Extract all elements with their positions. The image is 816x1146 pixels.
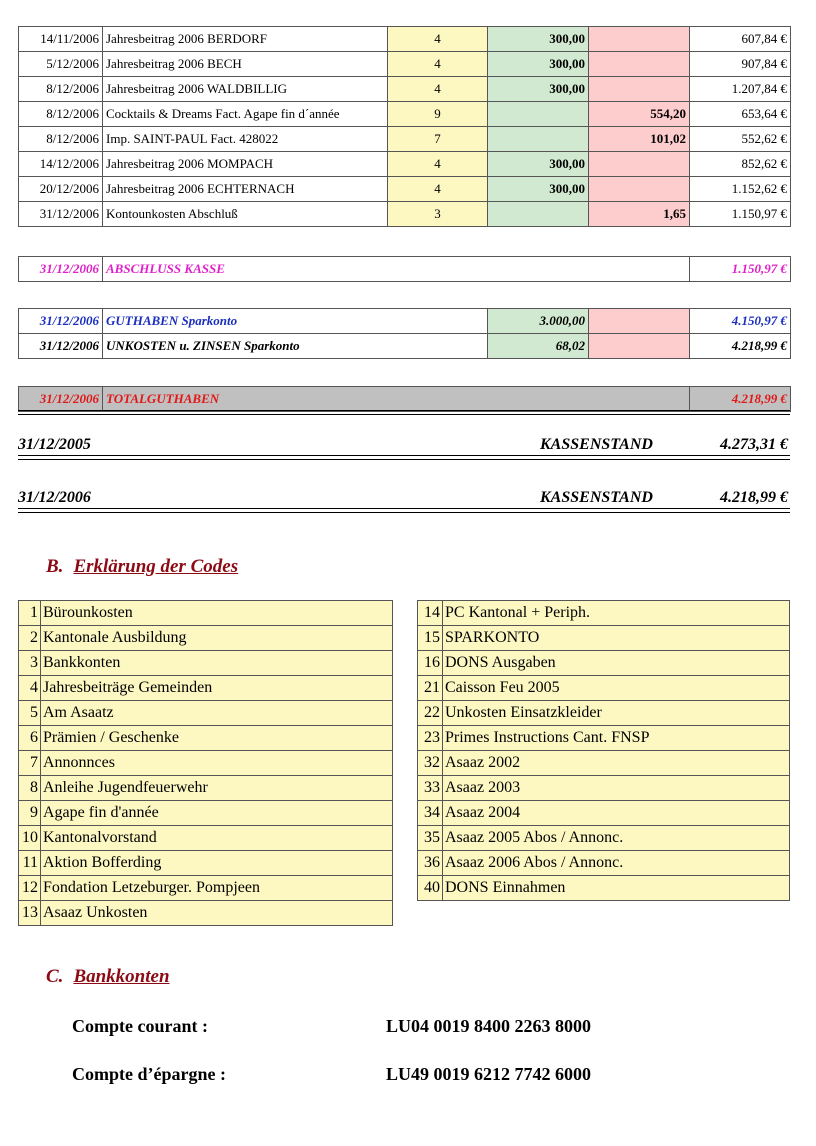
ledger-row (19, 77, 791, 102)
ledger-expense (589, 27, 690, 52)
ledger-income: 300,00 (488, 152, 589, 177)
kassenstand-value: 4.273,31 € (720, 436, 788, 453)
code-label: DONS Ausgaben (443, 651, 790, 676)
ledger-income: 300,00 (488, 77, 589, 102)
code-row (418, 601, 790, 626)
code-label: Unkosten Einsatzkleider (443, 701, 790, 726)
code-label: Jahresbeiträge Gemeinden (41, 676, 393, 701)
code-row (19, 901, 393, 926)
code-label: Asaaz Unkosten (41, 901, 393, 926)
ledger-row (19, 177, 791, 202)
code-label: Asaaz 2002 (443, 751, 790, 776)
code-label: Asaaz 2003 (443, 776, 790, 801)
ledger-balance: 907,84 € (690, 52, 791, 77)
code-row (19, 601, 393, 626)
code-label: Asaaz 2006 Abos / Annonc. (443, 851, 790, 876)
ledger-description: Jahresbeitrag 2006 BERDORF (103, 27, 388, 52)
total-balance: 4.218,99 € (690, 387, 791, 412)
ledger-row (19, 27, 791, 52)
unkosten-date: 31/12/2006 (19, 334, 103, 359)
ledger-code: 7 (388, 127, 488, 152)
ledger-date: 5/12/2006 (19, 52, 103, 77)
guthaben-expense (589, 309, 690, 334)
code-number: 8 (19, 776, 41, 801)
ledger-body (19, 27, 791, 227)
ledger-income: 300,00 (488, 27, 589, 52)
total-date: 31/12/2006 (19, 387, 103, 412)
code-row (418, 801, 790, 826)
code-label: Agape fin d'année (41, 801, 393, 826)
code-label: DONS Einnahmen (443, 876, 790, 901)
ledger-date: 8/12/2006 (19, 102, 103, 127)
unkosten-expense (589, 334, 690, 359)
ledger-row (19, 202, 791, 227)
unkosten-balance: 4.218,99 € (690, 334, 791, 359)
ledger-row (19, 52, 791, 77)
ledger-expense (589, 152, 690, 177)
ledger-expense: 101,02 (589, 127, 690, 152)
section-b-title: Erklärung der Codes (73, 556, 239, 577)
code-row (19, 826, 393, 851)
code-number: 10 (19, 826, 41, 851)
code-number: 1 (19, 601, 41, 626)
code-label: Kantonale Ausbildung (41, 626, 393, 651)
code-number: 3 (19, 651, 41, 676)
code-row (418, 676, 790, 701)
ledger-description: Jahresbeitrag 2006 WALDBILLIG (103, 77, 388, 102)
code-row (19, 801, 393, 826)
ledger-code: 4 (388, 77, 488, 102)
ledger-table (18, 26, 791, 227)
guthaben-row (19, 309, 791, 334)
kassenstand-2006-underline (18, 508, 790, 513)
ledger-date: 8/12/2006 (19, 127, 103, 152)
ledger-date: 31/12/2006 (19, 202, 103, 227)
kassenstand-label: KASSENSTAND (540, 436, 653, 453)
ledger-expense (589, 52, 690, 77)
section-c-letter: C. (46, 966, 64, 987)
ledger-balance: 552,62 € (690, 127, 791, 152)
ledger-income (488, 202, 589, 227)
guthaben-income: 3.000,00 (488, 309, 589, 334)
ledger-balance: 1.152,62 € (690, 177, 791, 202)
ledger-date: 8/12/2006 (19, 77, 103, 102)
code-row (418, 851, 790, 876)
ledger-code: 9 (388, 102, 488, 127)
guthaben-label: GUTHABEN Sparkonto (103, 309, 488, 334)
kassenstand-date: 31/12/2005 (18, 436, 91, 453)
code-label: Annonnces (41, 751, 393, 776)
code-number: 23 (418, 726, 443, 751)
ledger-code: 4 (388, 27, 488, 52)
ledger-expense (589, 177, 690, 202)
ledger-code: 4 (388, 152, 488, 177)
ledger-balance: 1.207,84 € (690, 77, 791, 102)
unkosten-row (19, 334, 791, 359)
ledger-code: 4 (388, 52, 488, 77)
guthaben-balance: 4.150,97 € (690, 309, 791, 334)
code-number: 12 (19, 876, 41, 901)
code-label: Kantonalvorstand (41, 826, 393, 851)
code-label: Fondation Letzeburger. Pompjeen (41, 876, 393, 901)
ledger-description: Jahresbeitrag 2006 BECH (103, 52, 388, 77)
ledger-description: Imp. SAINT-PAUL Fact. 428022 (103, 127, 388, 152)
ledger-balance: 852,62 € (690, 152, 791, 177)
ledger-description: Jahresbeitrag 2006 ECHTERNACH (103, 177, 388, 202)
code-number: 22 (418, 701, 443, 726)
total-label: TOTALGUTHABEN (103, 387, 690, 412)
abschluss-row (18, 256, 791, 282)
code-label: PC Kantonal + Periph. (443, 601, 790, 626)
ledger-income: 300,00 (488, 52, 589, 77)
code-row (19, 676, 393, 701)
abschluss-balance: 1.150,97 € (690, 257, 791, 282)
code-label: Asaaz 2004 (443, 801, 790, 826)
ledger-date: 14/11/2006 (19, 27, 103, 52)
ledger-income: 300,00 (488, 177, 589, 202)
total-row (18, 386, 791, 412)
code-number: 15 (418, 626, 443, 651)
ledger-code: 4 (388, 177, 488, 202)
code-number: 33 (418, 776, 443, 801)
code-label: Am Asaatz (41, 701, 393, 726)
code-row (418, 826, 790, 851)
code-label: Anleihe Jugendfeuerwehr (41, 776, 393, 801)
code-number: 21 (418, 676, 443, 701)
bank-iban-courant: LU04 0019 8400 2263 8000 (386, 1016, 592, 1036)
bank-iban-epargne: LU49 0019 6212 7742 6000 (386, 1064, 592, 1084)
code-label: Bürounkosten (41, 601, 393, 626)
ledger-row (19, 102, 791, 127)
code-row (19, 751, 393, 776)
ledger-row (19, 127, 791, 152)
section-b-letter: B. (46, 556, 64, 577)
ledger-balance: 1.150,97 € (690, 202, 791, 227)
bank-label-epargne: Compte d’épargne : (72, 1064, 226, 1084)
code-row (19, 651, 393, 676)
code-number: 16 (418, 651, 443, 676)
kassenstand-value: 4.218,99 € (720, 489, 788, 506)
code-number: 35 (418, 826, 443, 851)
ledger-expense (589, 77, 690, 102)
section-c-heading (46, 966, 170, 988)
codes-left-body (19, 601, 393, 926)
ledger-description: Jahresbeitrag 2006 MOMPACH (103, 152, 388, 177)
section-c-title: Bankkonten (73, 966, 170, 987)
code-number: 4 (19, 676, 41, 701)
ledger-row (19, 152, 791, 177)
code-label: Asaaz 2005 Abos / Annonc. (443, 826, 790, 851)
ledger-description: Kontounkosten Abschluß (103, 202, 388, 227)
code-row (418, 651, 790, 676)
kassenstand-date: 31/12/2006 (18, 489, 91, 506)
code-number: 40 (418, 876, 443, 901)
section-b-heading (46, 556, 238, 578)
code-number: 32 (418, 751, 443, 776)
code-number: 11 (19, 851, 41, 876)
code-number: 9 (19, 801, 41, 826)
code-row (19, 626, 393, 651)
ledger-date: 14/12/2006 (19, 152, 103, 177)
code-number: 6 (19, 726, 41, 751)
code-number: 14 (418, 601, 443, 626)
code-row (19, 876, 393, 901)
code-row (19, 726, 393, 751)
codes-table-left (18, 600, 393, 926)
abschluss-label: ABSCHLUSS KASSE (103, 257, 690, 282)
code-label: Prämien / Geschenke (41, 726, 393, 751)
code-number: 36 (418, 851, 443, 876)
ledger-balance: 653,64 € (690, 102, 791, 127)
guthaben-date: 31/12/2006 (19, 309, 103, 334)
sparkonto-table (18, 308, 791, 359)
code-row (418, 876, 790, 901)
ledger-income (488, 102, 589, 127)
unkosten-label: UNKOSTEN u. ZINSEN Sparkonto (103, 334, 488, 359)
ledger-date: 20/12/2006 (19, 177, 103, 202)
ledger-income (488, 127, 589, 152)
ledger-code: 3 (388, 202, 488, 227)
ledger-balance: 607,84 € (690, 27, 791, 52)
code-row (418, 701, 790, 726)
total-underline (18, 410, 790, 415)
abschluss-date: 31/12/2006 (19, 257, 103, 282)
ledger-description: Cocktails & Dreams Fact. Agape fin d´année (103, 102, 388, 127)
code-number: 34 (418, 801, 443, 826)
codes-table-right (417, 600, 790, 901)
code-label: Bankkonten (41, 651, 393, 676)
code-row (418, 776, 790, 801)
code-row (418, 726, 790, 751)
unkosten-income: 68,02 (488, 334, 589, 359)
code-number: 5 (19, 701, 41, 726)
code-row (418, 751, 790, 776)
code-number: 13 (19, 901, 41, 926)
ledger-expense: 554,20 (589, 102, 690, 127)
code-row (19, 701, 393, 726)
code-label: Caisson Feu 2005 (443, 676, 790, 701)
code-row (418, 626, 790, 651)
code-number: 2 (19, 626, 41, 651)
code-label: Aktion Bofferding (41, 851, 393, 876)
code-number: 7 (19, 751, 41, 776)
ledger-expense: 1,65 (589, 202, 690, 227)
kassenstand-2005-underline (18, 455, 790, 460)
kassenstand-label: KASSENSTAND (540, 489, 653, 506)
codes-right-body (418, 601, 790, 901)
code-row (19, 851, 393, 876)
code-label: Primes Instructions Cant. FNSP (443, 726, 790, 751)
bank-label-courant: Compte courant : (72, 1016, 208, 1036)
code-label: SPARKONTO (443, 626, 790, 651)
code-row (19, 776, 393, 801)
